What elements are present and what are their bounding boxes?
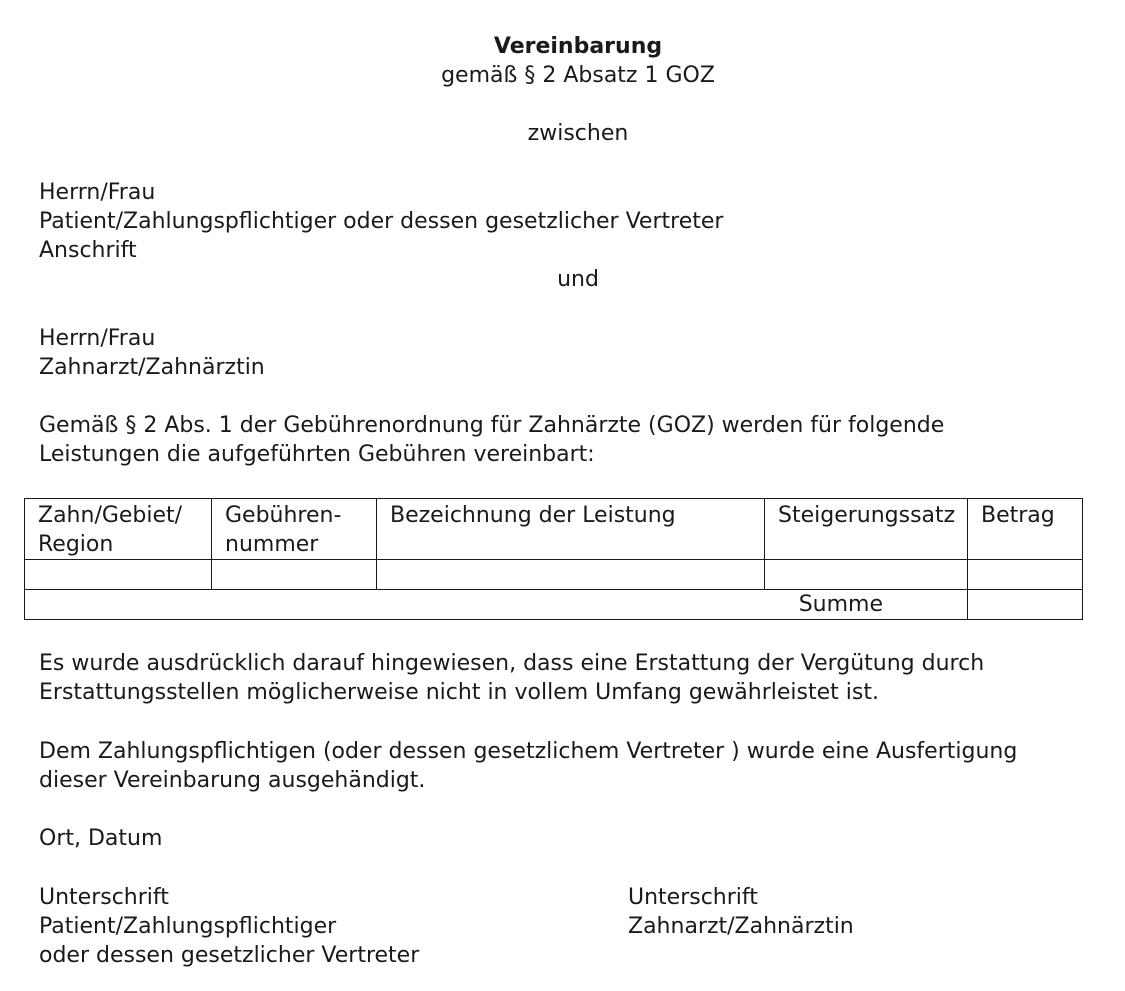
table-cell[interactable] xyxy=(212,560,377,590)
table-cell[interactable] xyxy=(765,560,968,590)
intro-line-2: Leistungen die aufgeführten Gebühren vereinbart: xyxy=(39,442,595,467)
sum-label: Summe xyxy=(25,590,968,620)
signature-right-label: Unterschrift xyxy=(628,885,758,910)
table-cell[interactable] xyxy=(25,560,212,590)
place-date-label: Ort, Datum xyxy=(39,826,163,851)
copy-note-line-2: dieser Vereinbarung ausgehändigt. xyxy=(39,768,426,793)
and-label: und xyxy=(557,267,599,292)
document-subtitle: gemäß § 2 Absatz 1 GOZ xyxy=(441,63,715,88)
signature-left-role: Patient/Zahlungspflichtiger xyxy=(39,914,337,939)
table-row xyxy=(25,560,1083,590)
party1-address: Anschrift xyxy=(39,238,137,263)
party1-salutation: Herrn/Frau xyxy=(39,180,156,205)
party1-role: Patient/Zahlungspflichtiger oder dessen gesetzlicher Vertreter xyxy=(39,209,724,234)
copy-note-line-1: Dem Zahlungspflichtigen (oder dessen gesetzlichem Vertreter ) wurde eine Ausfertigung xyxy=(39,739,1018,764)
signature-left-label: Unterschrift xyxy=(39,885,169,910)
signature-left-representative: oder dessen gesetzlicher Vertreter xyxy=(39,943,420,968)
sum-row xyxy=(25,590,1083,620)
intro-line-1: Gemäß § 2 Abs. 1 der Gebührenordnung für Zahnärzte (GOZ) werden für folgende xyxy=(39,413,945,438)
notice-line-2: Erstattungsstellen möglicherweise nicht in vollem Umfang gewährleistet ist. xyxy=(39,680,879,705)
party2-role: Zahnarzt/Zahnärztin xyxy=(39,355,265,380)
header-betrag: Betrag xyxy=(968,499,1083,560)
notice-line-1: Es wurde ausdrücklich darauf hingewiesen, dass eine Erstattung der Vergütung durch xyxy=(39,651,985,676)
between-label: zwischen xyxy=(527,121,629,146)
document-title: Vereinbarung xyxy=(493,34,663,59)
header-zahn-gebiet-region: Zahn/Gebiet/ Region xyxy=(25,499,212,560)
header-bezeichnung: Bezeichnung der Leistung xyxy=(377,499,765,560)
header-steigerungssatz: Steigerungssatz xyxy=(765,499,968,560)
signature-right-role: Zahnarzt/Zahnärztin xyxy=(628,914,854,939)
fee-table xyxy=(24,498,1083,620)
table-cell[interactable] xyxy=(377,560,765,590)
header-gebuehrennummer: Gebühren- nummer xyxy=(212,499,377,560)
party2-salutation: Herrn/Frau xyxy=(39,326,156,351)
fee-table-header-row xyxy=(25,499,1083,560)
table-cell[interactable] xyxy=(968,560,1083,590)
sum-value[interactable] xyxy=(968,590,1083,620)
